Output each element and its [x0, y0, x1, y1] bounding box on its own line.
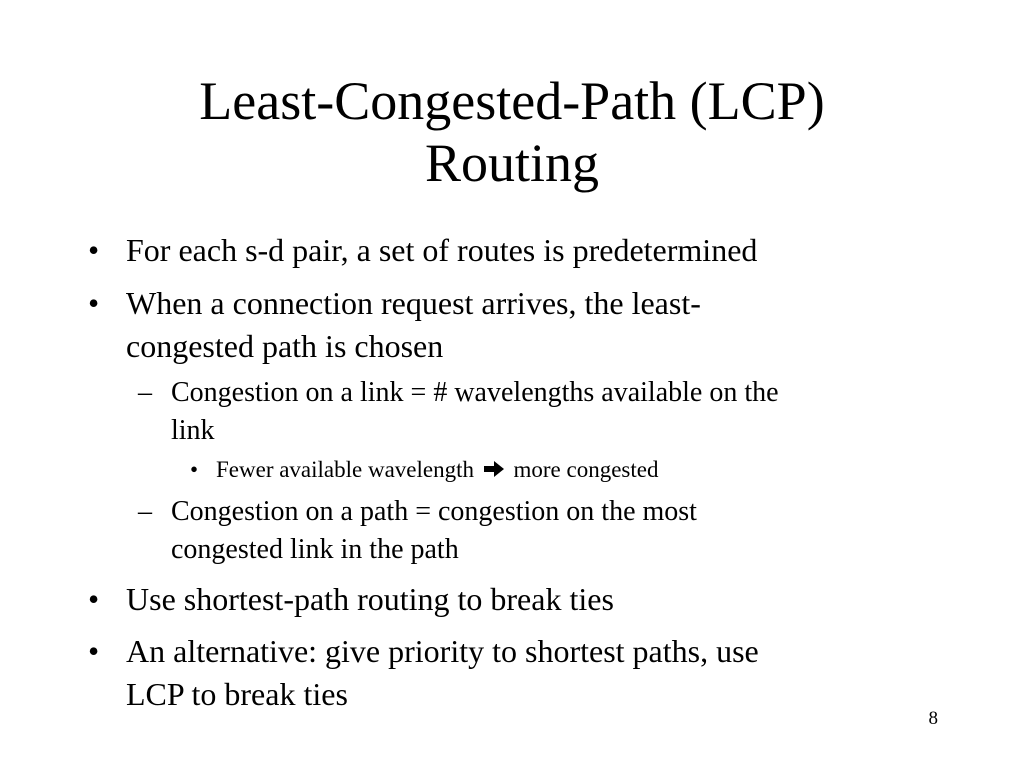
- sub-bullet-text: Congestion on a path = congestion on the most: [171, 496, 697, 527]
- page-number: 8: [928, 708, 938, 729]
- sub-bullet-text-cont: link: [171, 415, 215, 446]
- bullet-item: [88, 229, 926, 272]
- sub-sub-bullet-item: [190, 455, 916, 485]
- bullet-marker: •: [88, 232, 100, 268]
- sub-bullet-text: Congestion on a link = # wavelengths available on the: [171, 377, 779, 408]
- bullet-marker: •: [88, 285, 100, 321]
- bullet-marker: •: [88, 633, 100, 669]
- sub-bullet-item: [138, 374, 931, 450]
- sub-bullet-item: [138, 493, 931, 569]
- slide-title: [60, 70, 964, 194]
- right-arrow-icon: [482, 459, 506, 479]
- sub-bullet-text-cont: congested link in the path: [171, 534, 459, 565]
- bullet-text-cont: LCP to break ties: [126, 676, 348, 712]
- dash-marker: –: [138, 496, 152, 527]
- bullet-item: [88, 578, 926, 621]
- bullet-marker: •: [88, 581, 100, 617]
- bullet-text: For each s-d pair, a set of routes is predetermined: [126, 232, 758, 268]
- bullet-text: When a connection request arrives, the least-: [126, 285, 701, 321]
- bullet-item: [88, 630, 926, 716]
- bullet-item: [88, 282, 926, 368]
- bullet-text-cont: congested path is chosen: [126, 328, 444, 364]
- title-line-1: Least-Congested-Path (LCP): [199, 71, 825, 131]
- sub-sub-bullet-text-before: Fewer available wavelength: [216, 457, 474, 482]
- sub-sub-bullet-text-after: more congested: [513, 457, 659, 482]
- title-line-2: Routing: [424, 133, 600, 193]
- dash-marker: –: [138, 377, 152, 408]
- bullet-text: An alternative: give priority to shortest paths, use: [126, 633, 759, 669]
- bullet-marker: •: [190, 457, 199, 482]
- bullet-text: Use shortest-path routing to break ties: [126, 581, 614, 617]
